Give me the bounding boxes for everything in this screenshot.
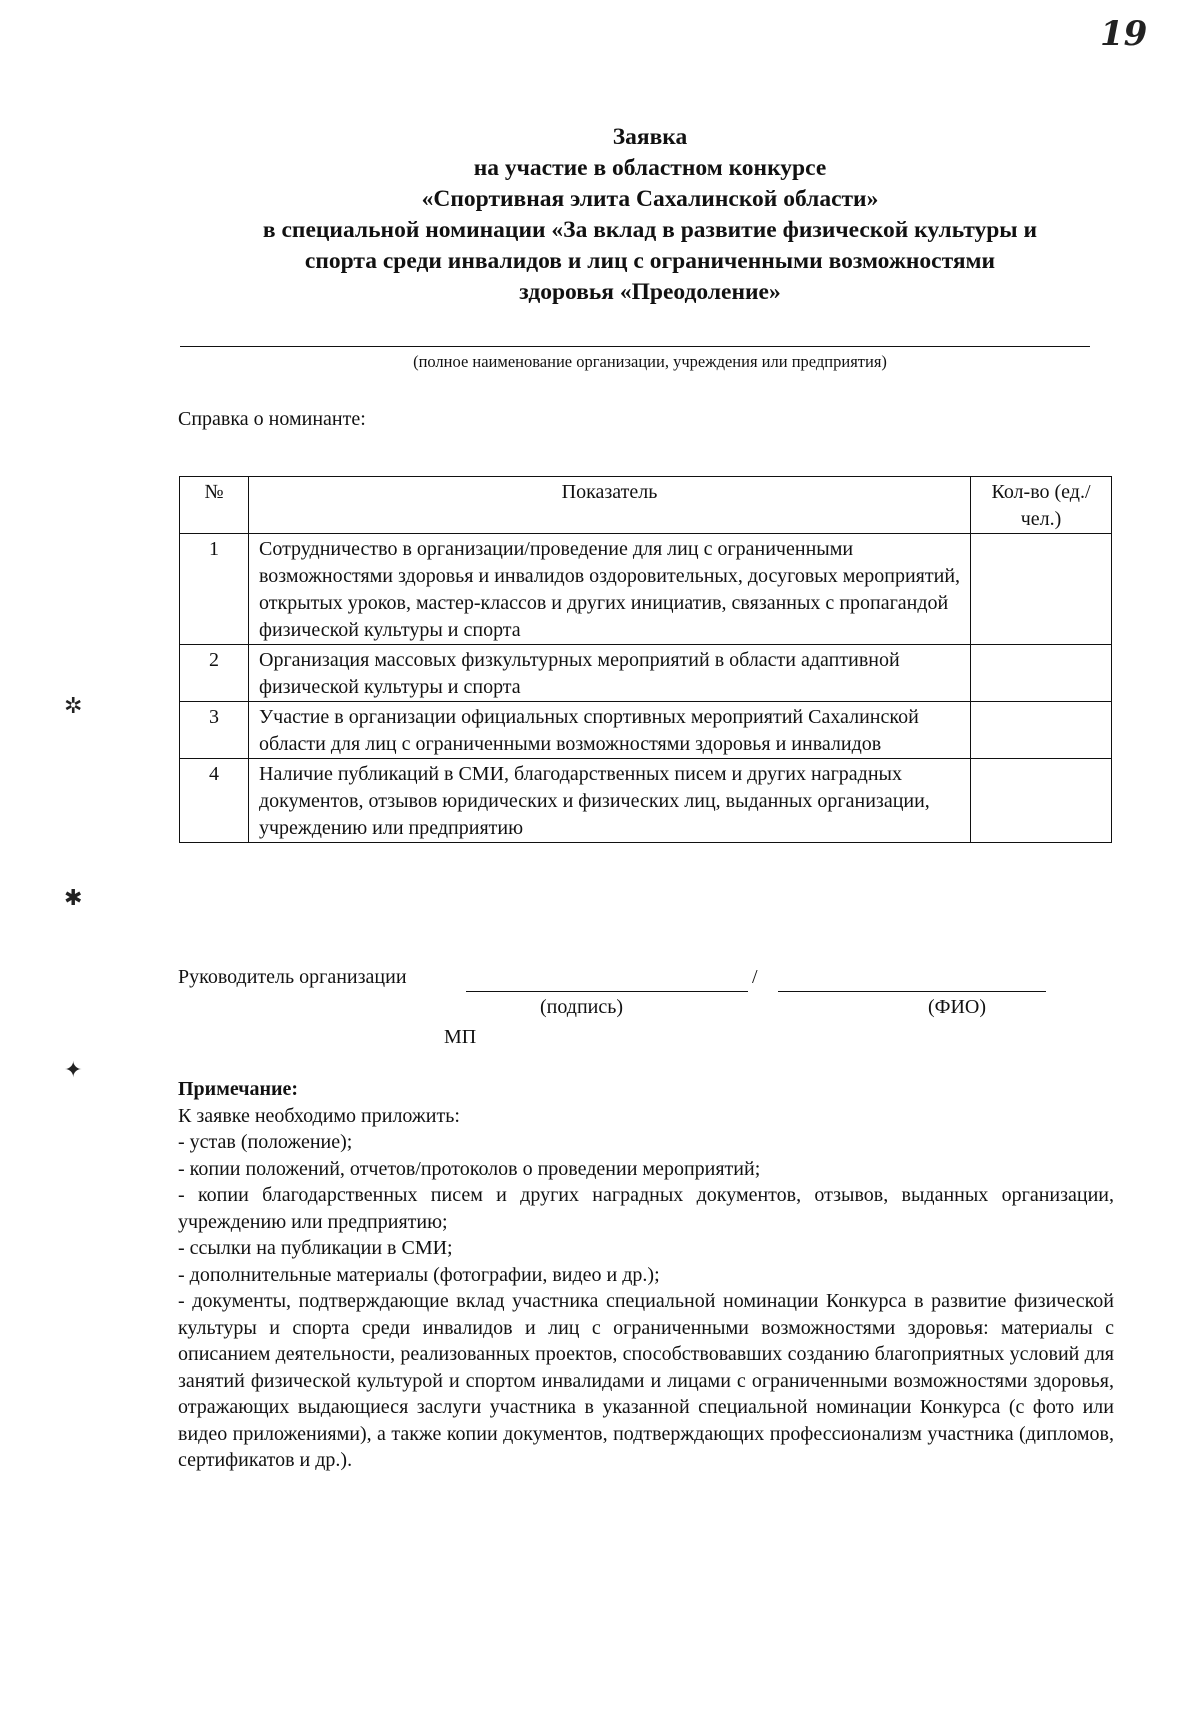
table-header-row: [180, 477, 1112, 534]
note-item: - ссылки на публикации в СМИ;: [178, 1237, 453, 1259]
organization-name-line: [180, 346, 1090, 347]
note-item: - устав (положение);: [178, 1131, 353, 1153]
header-quantity: Кол-во (ед./чел.): [971, 477, 1112, 534]
signature-block: [178, 966, 1128, 1048]
indicators-table: [179, 476, 1112, 843]
head-of-organization-label: Руководитель организации: [178, 966, 407, 988]
signature-line: [466, 991, 748, 992]
row-number: 2: [180, 645, 249, 702]
signature-separator: /: [752, 966, 758, 988]
note-title: Примечание:: [178, 1078, 299, 1100]
row-number: 3: [180, 702, 249, 759]
row-quantity-cell: [971, 702, 1112, 759]
table-row: [180, 702, 1112, 759]
scan-speck: ✲: [64, 694, 83, 719]
row-indicator: Организация массовых физкультурных мероприятий в области адаптивной физической культуры и спорта: [249, 645, 971, 702]
header-indicator: Показатель: [249, 477, 971, 534]
row-number: 1: [180, 534, 249, 645]
title-line: «Спортивная элита Сахалинской области»: [421, 186, 879, 212]
title-line: в специальной номинации «За вклад в развитие физической культуры и: [262, 217, 1038, 243]
document-title: [150, 122, 1150, 308]
row-quantity-cell: [971, 759, 1112, 843]
organization-name-caption: (полное наименование организации, учреждения или предприятия): [413, 352, 887, 371]
note-intro: К заявке необходимо приложить:: [178, 1104, 460, 1127]
table-row: [180, 534, 1112, 645]
nominee-info-label: Справка о номинанте:: [178, 408, 366, 430]
scan-speck: ✱: [64, 886, 83, 911]
row-quantity-cell: [971, 534, 1112, 645]
title-line: Заявка: [612, 124, 688, 150]
note-item: - документы, подтверждающие вклад участника специальной номинации Конкурса в развитие физической культуры и спорта среди инвалидов и лиц с ограниченными возможностями здоровья: материалы с описанием деятельности, реализованных проектов, способствовавших созданию благоприятных условий для занятий физической культурой и спортом инвалидами и лицами с ограниченными возможностями здоровья, отражающих выдающиеся заслуги участника в указанной специальной номинации Конкурса (с фото или видео приложениями), а также копии документов, подтверждающих профессионализм участника (дипломов, сертификатов и др.).: [178, 1290, 1114, 1471]
table-row: [180, 759, 1112, 843]
scan-speck: ✦: [64, 1058, 83, 1083]
row-quantity-cell: [971, 645, 1112, 702]
row-indicator: Сотрудничество в организации/проведение для лиц с ограниченными возможностями здоровья и инвалидов оздоровительных, досуговых мероприятий, открытых уроков, мастер-классов и других инициатив, связанных с пропагандой физической культуры и спорта: [249, 534, 971, 645]
note-item: - копии благодарственных писем и других наградных документов, отзывов, выданных организации, учреждению или предприятию;: [178, 1184, 1114, 1233]
title-line: спорта среди инвалидов и лиц с ограниченными возможностями: [304, 248, 996, 274]
table-row: [180, 645, 1112, 702]
header-number: №: [180, 477, 249, 534]
note-item: - дополнительные материалы (фотографии, видео и др.);: [178, 1263, 660, 1286]
title-line: на участие в областном конкурсе: [473, 155, 827, 181]
full-name-caption: (ФИО): [928, 996, 987, 1018]
note-item: - копии положений, отчетов/протоколов о проведении мероприятий;: [178, 1157, 761, 1180]
row-number: 4: [180, 759, 249, 843]
handwritten-page-number: 19: [1100, 14, 1148, 54]
signature-caption: (подпись): [540, 996, 624, 1018]
title-line: здоровья «Преодоление»: [519, 279, 781, 305]
note-section: [178, 1076, 1114, 1474]
stamp-placeholder: МП: [444, 1026, 477, 1048]
row-indicator: Участие в организации официальных спортивных мероприятий Сахалинской области для лиц с ограниченными возможностями здоровья и инвалидов: [249, 702, 971, 759]
full-name-line: [778, 991, 1046, 992]
row-indicator: Наличие публикаций в СМИ, благодарственных писем и других наградных документов, отзывов юридических и физических лиц, выданных организации, учреждению или предприятию: [249, 759, 971, 843]
